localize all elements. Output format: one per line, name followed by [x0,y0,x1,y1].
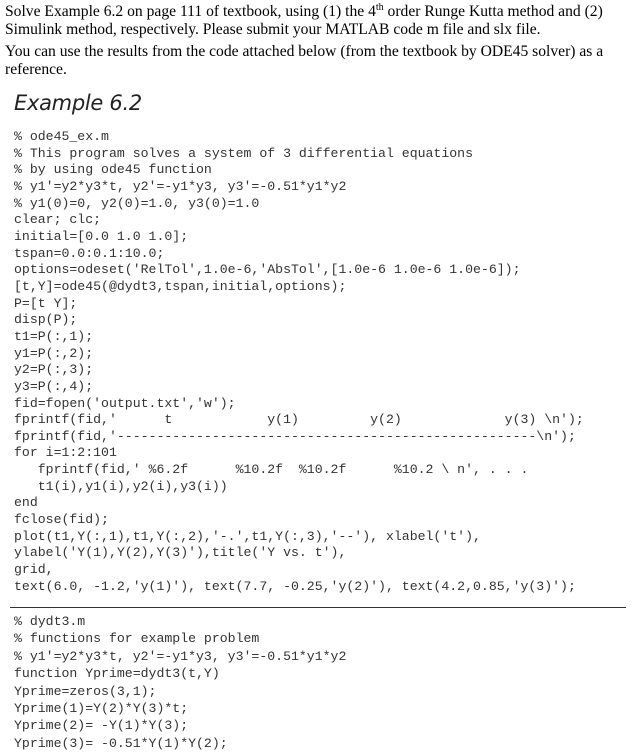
code-line: % y1(0)=0, y2(0)=1.0, y3(0)=1.0 [14,195,260,211]
code-line: % y1'=y2*y3*t, y2'=-y1*y3, y3'=-0.51*y1*y2 [14,178,347,194]
divider [10,607,626,608]
code-line: initial=[0.0 1.0 1.0]; [14,228,189,244]
code-line: % by using ode45 function [14,162,212,178]
code-line: P=[t Y]; [14,295,78,311]
function-code-block [14,613,346,752]
code-line: [t,Y]=ode45(@dydt3,tspan,initial,options); [14,278,347,294]
code-line: function Yprime=dydt3(t,Y) [14,666,220,682]
example-title: Example 6.2 [14,91,142,115]
main-code-block [14,129,584,595]
code-line: options=odeset('RelTol',1.0e-6,'AbsTol',[1.0e-6 1.0e-6 1.0e-6]); [14,262,521,278]
code-line: fclose(fid); [14,512,109,528]
code-line: grid, [14,562,54,578]
ordinal-superscript: th [375,1,384,13]
code-line: fprintf(fid,'-----------------------------------------------------\n'); [14,428,576,444]
code-line: fprintf(fid,' t y(1) y(2) y(3) \n'); [14,412,584,428]
code-line: t1=P(:,1); [14,328,94,344]
code-line: Yprime(3)= -0.51*Y(1)*Y(2); [14,735,228,751]
code-line: y2=P(:,3); [14,362,94,378]
instructions-text: Solve Example 6.2 on page 111 of textbook, using (1) the 4 [5,3,376,20]
code-line: Yprime(2)= -Y(1)*Y(3); [14,718,189,734]
code-line: fprintf(fid,' %6.2f %10.2f %10.2f %10.2 \ n', . . . [14,462,529,478]
code-line: % functions for example problem [14,631,260,647]
code-line: Yprime(1)=Y(2)*Y(3)*t; [14,701,189,717]
code-line: plot(t1,Y(:,1),t1,Y(:,2),'-.',t1,Y(:,3),'--'), xlabel('t'), [14,528,481,544]
code-line: y3=P(:,4); [14,378,94,394]
code-line: % ode45_ex.m [14,129,109,144]
code-line: text(6.0, -1.2,'y(1)'), text(7.7, -0.25,'y(2)'), text(4.2,0.85,'y(3)'); [14,578,576,594]
reference-paragraph: You can use the results from the code attached below (from the textbook by ODE45 solver) as a reference. [5,43,604,78]
code-line: y1=P(:,2); [14,345,94,361]
code-line: % dydt3.m [14,614,86,629]
code-line: clear; clc; [14,212,102,228]
code-line: ylabel('Y(1),Y(2),Y(3)'),title('Y vs. t'), [14,545,347,561]
code-line: for i=1:2:101 [14,445,117,461]
instructions-text-cont: order Runge Kutta method and (2) Simulink method, respectively. Please submit your MATLAB code m file and slx file. [5,3,603,38]
code-line: end [14,495,38,511]
code-line: tspan=0.0:0.1:10.0; [14,245,165,261]
code-line: fid=fopen('output.txt','w'); [14,395,236,411]
code-line: disp(P); [14,312,78,328]
instructions-paragraph [5,3,631,39]
code-line: % y1'=y2*y3*t, y2'=-y1*y3, y3'=-0.51*y1*y2 [14,648,347,664]
code-line: t1(i),y1(i),y2(i),y3(i)) [14,478,228,494]
code-line: % This program solves a system of 3 differential equations [14,145,473,161]
code-line: Yprime=zeros(3,1); [14,683,157,699]
